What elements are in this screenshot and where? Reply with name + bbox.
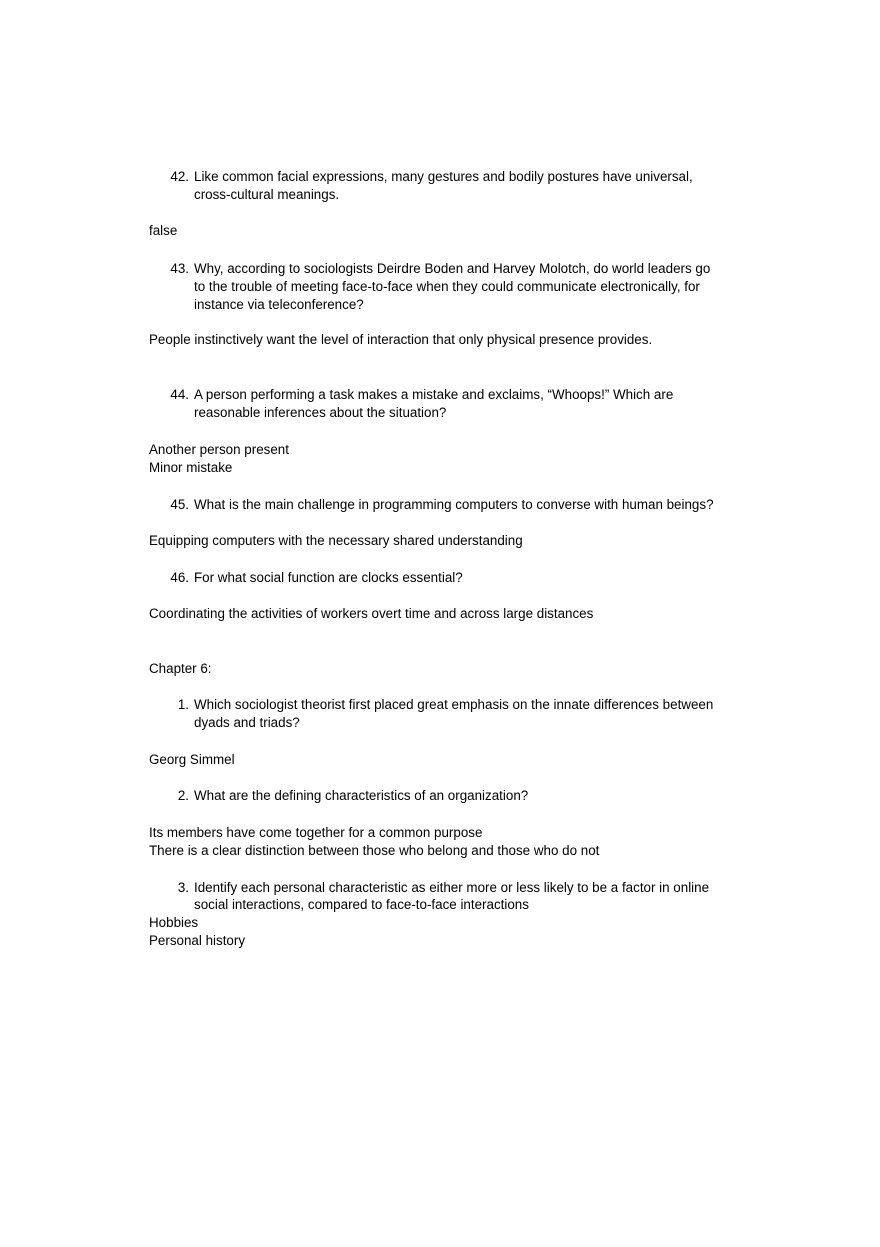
answer-line: Personal history: [149, 933, 246, 949]
chapter-answer-3: [149, 914, 749, 950]
chapter-question-3: [149, 879, 749, 914]
answer-45: [149, 532, 749, 550]
question-line: A person performing a task makes a mistake and exclaims, “Whoops!” Which are: [194, 387, 674, 402]
chapter-heading-text: Chapter 6:: [149, 661, 212, 676]
question-text: [194, 569, 734, 587]
answer-line: Another person present: [149, 442, 289, 457]
question-line: Why, according to sociologists Deirdre Boden and Harvey Molotch, do world leaders go: [194, 261, 711, 276]
answer-line: People instinctively want the level of interaction that only physical presence provides.: [149, 332, 653, 347]
question-line: What is the main challenge in programming computers to converse with human beings?: [194, 497, 714, 512]
question-number: 3.: [177, 880, 189, 895]
question-line: instance via teleconference?: [194, 297, 364, 313]
question-44: [149, 386, 749, 422]
question-line: For what social function are clocks essential?: [194, 570, 463, 585]
question-number: 45.: [170, 497, 189, 512]
question-text: [194, 386, 734, 422]
question-text: [194, 260, 734, 315]
question-line: Identify each personal characteristic as either more or less likely to be a factor in online: [194, 880, 710, 895]
question-number: 46.: [170, 570, 189, 585]
answer-line: Its members have come together for a common purpose: [149, 825, 483, 840]
answer-46: [149, 605, 749, 623]
answer-line: Georg Simmel: [149, 752, 235, 767]
question-line: reasonable inferences about the situation?: [194, 405, 447, 421]
question-line: Like common facial expressions, many gestures and bodily postures have universal,: [194, 169, 693, 184]
question-42: [149, 168, 749, 204]
question-line: social interactions, compared to face-to-face interactions: [194, 897, 529, 913]
answer-line: Hobbies: [149, 915, 199, 930]
question-number: 43.: [170, 261, 189, 276]
chapter-heading: [149, 660, 749, 678]
question-text: [194, 496, 734, 514]
answer-44: [149, 441, 749, 477]
question-number: 2.: [177, 788, 189, 803]
answer-line: false: [149, 223, 178, 238]
answer-line: Equipping computers with the necessary shared understanding: [149, 533, 523, 548]
question-number: 42.: [170, 169, 189, 184]
question-line: Which sociologist theorist first placed great emphasis on the innate differences between: [194, 697, 714, 712]
question-43: [149, 260, 749, 315]
question-text: [194, 787, 734, 805]
question-text: [194, 879, 734, 914]
answer-line: There is a clear distinction between those who belong and those who do not: [149, 843, 600, 859]
question-text: [194, 696, 734, 732]
question-number: 44.: [170, 387, 189, 402]
question-line: dyads and triads?: [194, 715, 300, 731]
question-46: [149, 569, 749, 587]
chapter-question-1: [149, 696, 749, 732]
answer-line: Minor mistake: [149, 460, 233, 476]
question-text: [194, 168, 734, 204]
chapter-answer-1: [149, 751, 749, 769]
chapter-answer-2: [149, 824, 749, 860]
question-45: [149, 496, 749, 514]
question-line: cross-cultural meanings.: [194, 187, 340, 203]
answer-42: [149, 222, 749, 240]
answer-43: [149, 331, 749, 349]
chapter-question-2: [149, 787, 749, 805]
question-line: What are the defining characteristics of an organization?: [194, 788, 529, 803]
question-number: 1.: [177, 697, 189, 712]
answer-line: Coordinating the activities of workers overt time and across large distances: [149, 606, 594, 621]
question-line: to the trouble of meeting face-to-face when they could communicate electronically, for: [194, 279, 700, 295]
